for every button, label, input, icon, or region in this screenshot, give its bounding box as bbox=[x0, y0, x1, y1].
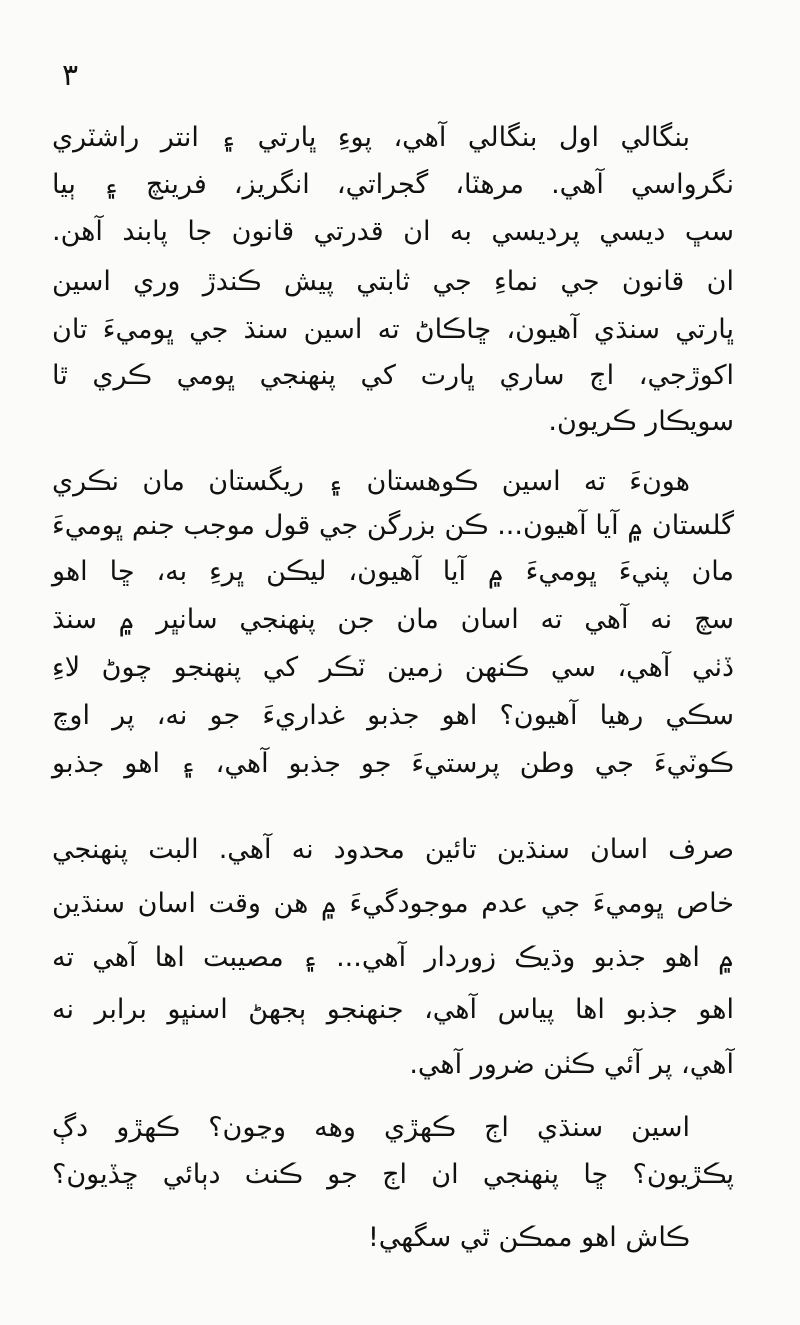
text-line: ڏٺي آهي، سي ڪنهن زمين ٽڪر کي پنهنجو چوڻ لاءِ bbox=[52, 652, 734, 683]
text-line: خاص ڀوميءَ جي عدم موجودگيءَ ۾ هن وقت اسان سنڌين bbox=[52, 888, 734, 919]
text-line: ۾ اهو جذبو وڌيڪ زوردار آهي... ۽ مصيبت اها آهي ته bbox=[52, 942, 734, 973]
text-line: سچ نه آهي ته اسان مان جن پنهنجي سانڀر ۾ سنڌ bbox=[52, 604, 734, 635]
page-number: ٣ bbox=[62, 58, 79, 93]
text-line: صرف اسان سنڌين تائين محدود نه آهي. البت پنهنجي bbox=[52, 834, 734, 865]
text-line: پڪڙيون؟ ڇا پنهنجي ان اڄ جو ڪنٺ دٻائي ڇڏيون؟ bbox=[52, 1159, 734, 1190]
text-line: ڀارتي سنڌي آهيون، ڇاڪاڻ ته اسين سنڌ جي ڀوميءَ تان bbox=[52, 314, 734, 345]
text-line: سڀ ديسي پرديسي به ان قدرتي قانون جا پابند آهن. bbox=[52, 216, 734, 247]
text-line: آهي، پر آئي ڪٺن ضرور آهي. bbox=[409, 1049, 734, 1080]
text-line: سڪي رهيا آهيون؟ اهو جذبو غداريءَ جو نه، پر اوچ bbox=[52, 700, 734, 731]
text-line: اهو جذبو اها پياس آهي، جنهنجو ٻجهڻ اسنڀو برابر نه bbox=[52, 994, 734, 1025]
text-line: ڪاش اهو ممڪن ٿي سگهي! bbox=[367, 1222, 690, 1253]
text-line: بنگالي اول بنگالي آهي، پوءِ ڀارتي ۽ انتر راشٽري bbox=[52, 122, 690, 153]
text-line: هونءَ ته اسين ڪوهستان ۽ ريگستان مان نڪري bbox=[52, 466, 690, 497]
text-line: اسين سنڌي اڄ ڪهڙي وهه وڃون؟ ڪهڙو دڳ bbox=[52, 1112, 690, 1143]
text-line: ان قانون جي نماءِ جي ثابتي پيش ڪندڙ وري اسين bbox=[52, 266, 734, 297]
text-line: ڪوٽيءَ جي وطن پرستيءَ جو جذبو آهي، ۽ اهو جذبو bbox=[52, 748, 734, 779]
text-line: سويڪار ڪريون. bbox=[548, 406, 734, 437]
text-line: اکوڙجي، اڄ ساري ڀارت کي پنهنجي ڀومي ڪري ٿا bbox=[52, 360, 734, 391]
text-line: مان پنيءَ ڀوميءَ ۾ آيا آهيون، ليڪن ڀرءِ به، ڇا اهو bbox=[52, 556, 734, 587]
text-line: نگرواسي آهي. مرهٽا، گجراتي، انگريز، فرينچ ۽ ٻيا bbox=[52, 169, 734, 200]
text-line: گلستان ۾ آيا آهيون... ڪن بزرگن جي قول موجب جنم ڀوميءَ bbox=[52, 510, 734, 541]
